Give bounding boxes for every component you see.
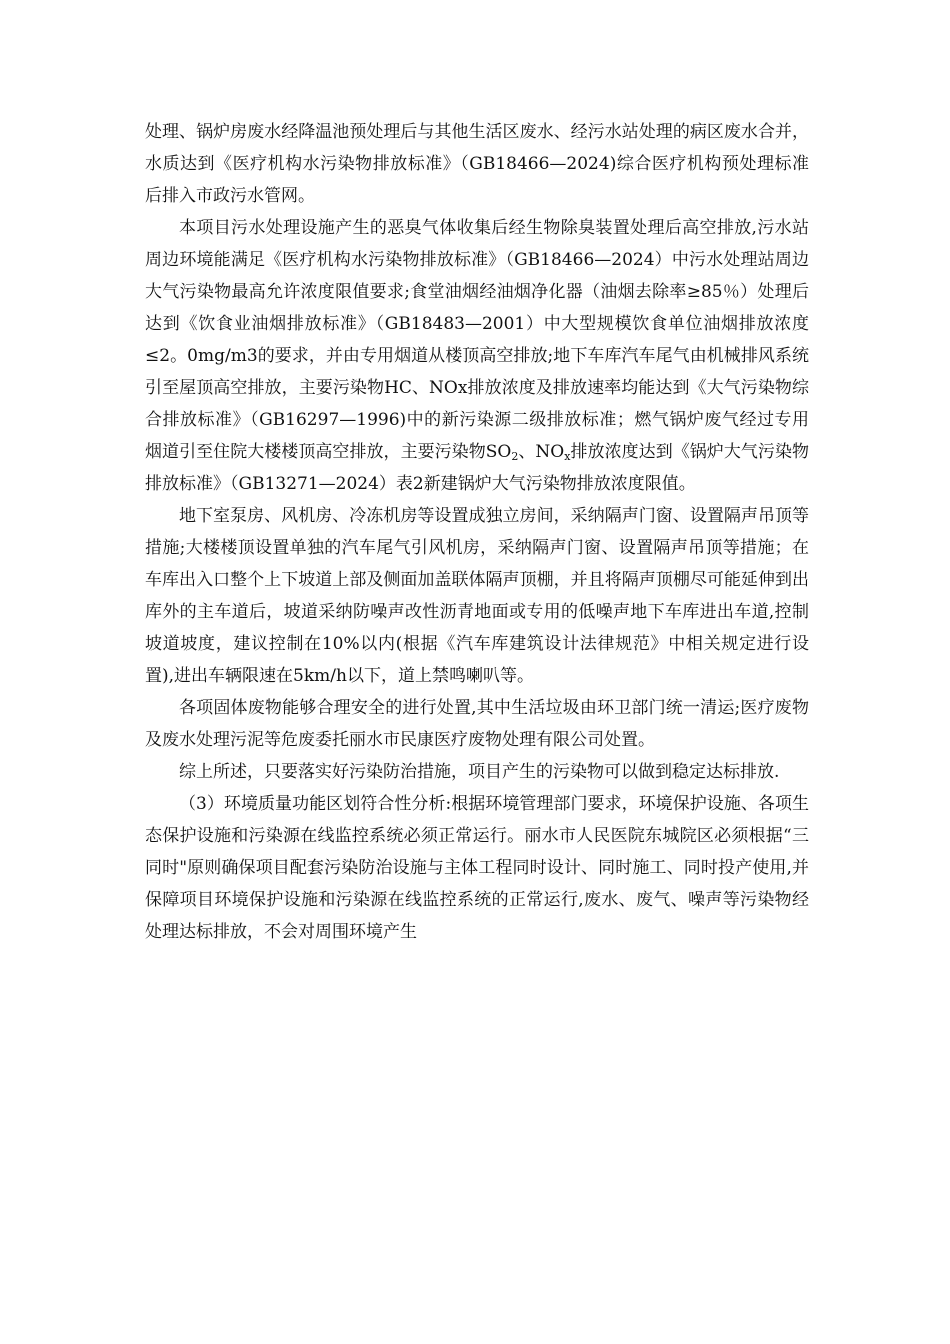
paragraph-noise-control: 地下室泵房、风机房、冷冻机房等设置成独立房间，采纳隔声门窗、设置隔声吊顶等措施;大楼楼顶设置单独的汽车尾气引风机房，采纳隔声门窗、设置隔声吊顶等措施；在车库出入口整个上下坡道上部及侧面加盖联体隔声顶棚，并且将隔声顶棚尽可能延伸到出库外的主车道后，坡道采纳防噪声改性沥青地面或专用的低噪声地下车库进出车道,控制坡道坡度，建议控制在10%以内(根据《汽车库建筑设计法律规范》中相关规定进行设置),进出车辆限速在5km/h以下，道上禁鸣喇叭等。 xyxy=(145,506,809,686)
paragraph-air-emissions xyxy=(145,212,809,500)
paragraph-solid-waste: 各项固体废物能够合理安全的进行处置,其中生活垃圾由环卫部门统一清运;医疗废物及废水处理污泥等危废委托丽水市民康医疗废物处理有限公司处置。 xyxy=(145,698,809,750)
air-emissions-mid: 、NO xyxy=(518,442,565,462)
air-emissions-text: 本项目污水处理设施产生的恶臭气体收集后经生物除臭装置处理后高空排放,污水站周边环境能满足《医疗机构水污染物排放标准》（GB18466—2024）中污水处理站周边大气污染物最高允许浓度限值要求;食堂油烟经油烟净化器（油烟去除率≥85％）处理后达到《饮食业油烟排放标准》（GB18483—2001）中大型规模饮食单位油烟排放浓度≤2。0mg/m3的要求，并由专用烟道从楼顶高空排放;地下车库汽车尾气由机械排风系统引至屋顶高空排放，主要污染物HC、NOx排放浓度及排放速率均能达到《大气污染物综合排放标准》（GB16297—1996)中的新污染源二级排放标准；燃气锅炉废气经过专用烟道引至住院大楼楼顶高空排放，主要污染物SO xyxy=(145,218,809,462)
so2-subscript: 2 xyxy=(511,450,519,463)
document-body xyxy=(145,116,809,948)
nox-subscript: x xyxy=(564,450,571,463)
air-emissions-tail: 排放浓度达到《锅炉大气污染物排放标准》（GB13271—2024）表2新建锅炉大气污染物排放浓度限值。 xyxy=(145,442,810,494)
paragraph-compliance-analysis: （3）环境质量功能区划符合性分析:根据环境管理部门要求，环境保护设施、各项生态保护设施和污染源在线监控系统必须正常运行。丽水市人民医院东城院区必须根据“三同时"原则确保项目配套污染防治设施与主体工程同时设计、同时施工、同时投产使用,并保障项目环境保护设施和污染源在线监控系统的正常运行,废水、废气、噪声等污染物经处理达标排放，不会对周围环境产生 xyxy=(145,794,809,942)
paragraph-summary: 综上所述，只要落实好污染防治措施，项目产生的污染物可以做到稳定达标排放. xyxy=(179,762,780,782)
paragraph-wastewater-continued: 处理、锅炉房废水经降温池预处理后与其他生活区废水、经污水站处理的病区废水合并，水质达到《医疗机构水污染物排放标准》（GB18466—2024)综合医疗机构预处理标准后排入市政污水管网。 xyxy=(145,122,809,206)
